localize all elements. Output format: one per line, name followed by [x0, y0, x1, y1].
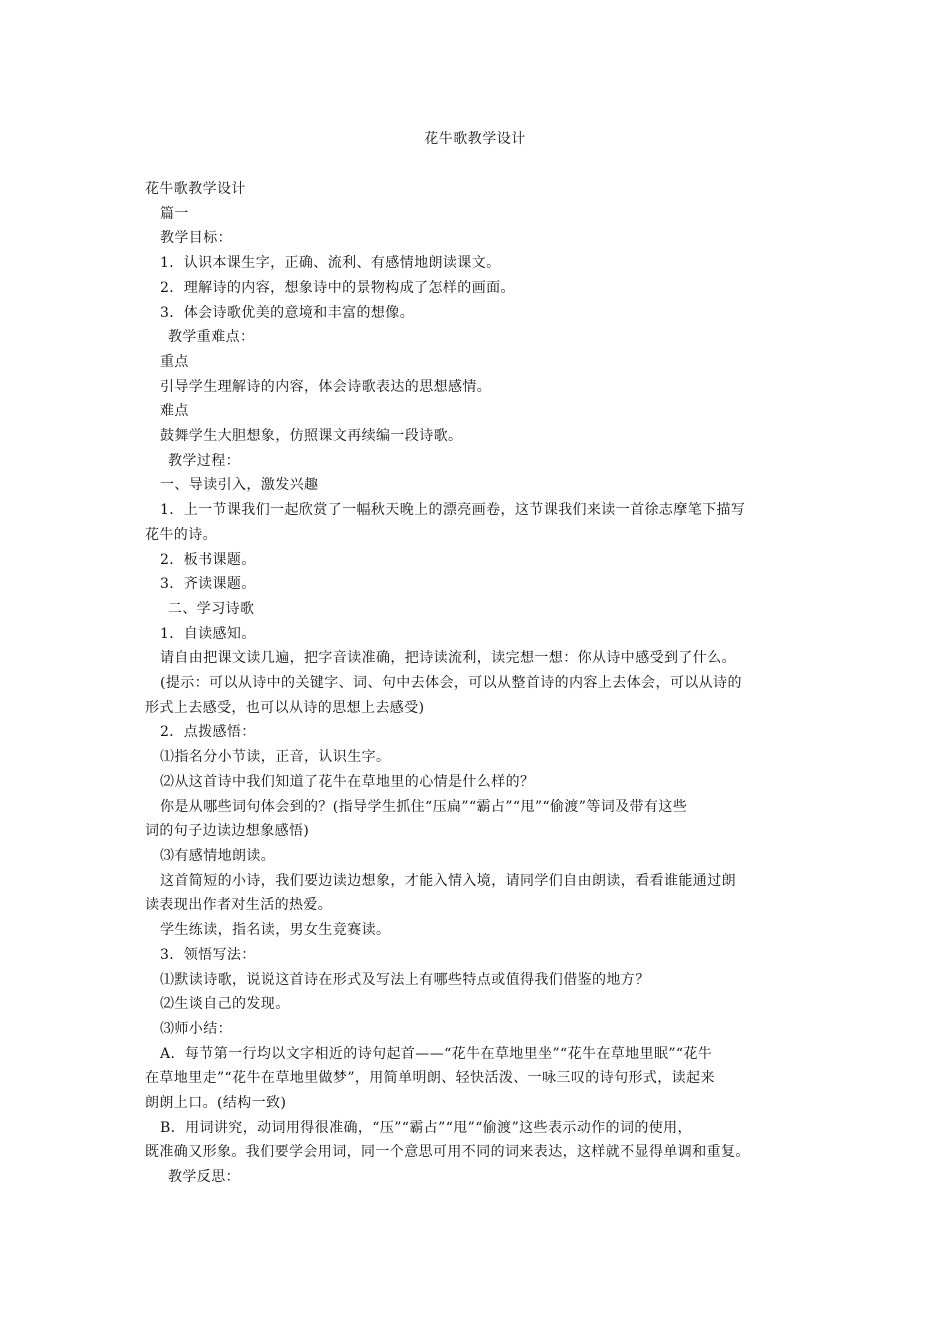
paragraph-line: 引导学生理解诗的内容，体会诗歌表达的思想感情。: [160, 378, 492, 395]
document-title: 花牛歌教学设计: [424, 131, 526, 147]
list-item: 3．体会诗歌优美的意境和丰富的想像。: [160, 304, 415, 321]
sub-heading: 难点: [160, 403, 189, 420]
sub-heading: 重点: [160, 353, 189, 370]
list-item: 3．齐读课题。: [160, 576, 256, 593]
list-item: 1．自读感知。: [160, 625, 256, 642]
section-heading: 教学目标：: [160, 230, 232, 247]
list-item: 2．点拨感悟：: [160, 724, 256, 741]
list-item: 1．认识本课生字，正确、流利、有感情地朗读课文。: [160, 255, 501, 272]
paragraph-line: 朗朗上口。(结构一致): [145, 1095, 287, 1112]
section-label: 篇一: [160, 205, 189, 222]
list-item: ⑵生谈自己的发现。: [160, 996, 290, 1013]
paragraph-line: 形式上去感受，也可以从诗的思想上去感受): [145, 699, 425, 716]
list-item: ⑶师小结：: [160, 1020, 232, 1037]
list-item: ⑵从这首诗中我们知道了花牛在草地里的心情是什么样的？: [160, 773, 535, 790]
section-heading: 教学重难点：: [168, 329, 255, 346]
heading-line: 花牛歌教学设计: [145, 181, 246, 197]
paragraph-line: 这首简短的小诗，我们要边读边想象，才能入情入境，请同学们自由朗读，看看谁能通过朗: [160, 872, 736, 889]
list-item: 3．领悟写法：: [160, 946, 256, 963]
list-item: 2．理解诗的内容，想象诗中的景物构成了怎样的画面。: [160, 279, 515, 296]
paragraph-line: 既准确又形象。我们要学会用词，同一个意思可用不同的词来表达，这样就不显得单调和重复。: [145, 1144, 750, 1161]
paragraph-line: 读表现出作者对生活的热爱。: [145, 897, 333, 914]
paragraph-line: 请自由把课文读几遍，把字音读准确，把诗读流利，读完想一想：你从诗中感受到了什么。: [160, 650, 736, 667]
paragraph-line: 在草地里走”“花牛在草地里做梦”，用简单明朗、轻快活泼、一咏三叹的诗句形式，读起来: [145, 1070, 715, 1087]
paragraph-line: (提示：可以从诗中的关键字、词、句中去体会，可以从整首诗的内容上去体会，可以从诗的: [160, 675, 742, 692]
list-item: ⑴默读诗歌，说说这首诗在形式及写法上有哪些特点或值得我们借鉴的地方？: [160, 971, 650, 988]
section-heading: 二、学习诗歌: [168, 600, 255, 617]
document-body: [145, 177, 810, 1190]
paragraph-line: 你是从哪些词句体会到的？(指导学生抓住“压扁”“霸占”“甩”“偷渡”等词及带有这些: [160, 798, 688, 815]
paragraph-line: 花牛的诗。: [145, 526, 217, 543]
paragraph-line: 词的句子边读边想象感悟): [145, 823, 310, 840]
list-item: 2．板书课题。: [160, 551, 256, 568]
section-heading: 教学过程：: [168, 452, 240, 469]
list-item: ⑴指名分小节读，正音，认识生字。: [160, 749, 391, 766]
list-item: ⑶有感情地朗读。: [160, 847, 276, 864]
section-heading: 一、导读引入，激发兴趣: [160, 477, 319, 494]
paragraph-line: 鼓舞学生大胆想象，仿照课文再续编一段诗歌。: [160, 428, 463, 445]
list-item: B．用词讲究，动词用得很准确，“压”“霸占”“甩”“偷渡”这些表示动作的词的使用，: [160, 1119, 692, 1136]
list-item: 1．上一节课我们一起欣赏了一幅秋天晚上的漂亮画卷，这节课我们来读一首徐志摩笔下描写: [160, 502, 746, 519]
list-item: A．每节第一行均以文字相近的诗句起首——“花牛在草地里坐”“花牛在草地里眠”“花牛: [160, 1045, 713, 1062]
paragraph-line: 学生练读，指名读，男女生竞赛读。: [160, 922, 391, 939]
section-heading: 教学反思：: [168, 1169, 240, 1186]
